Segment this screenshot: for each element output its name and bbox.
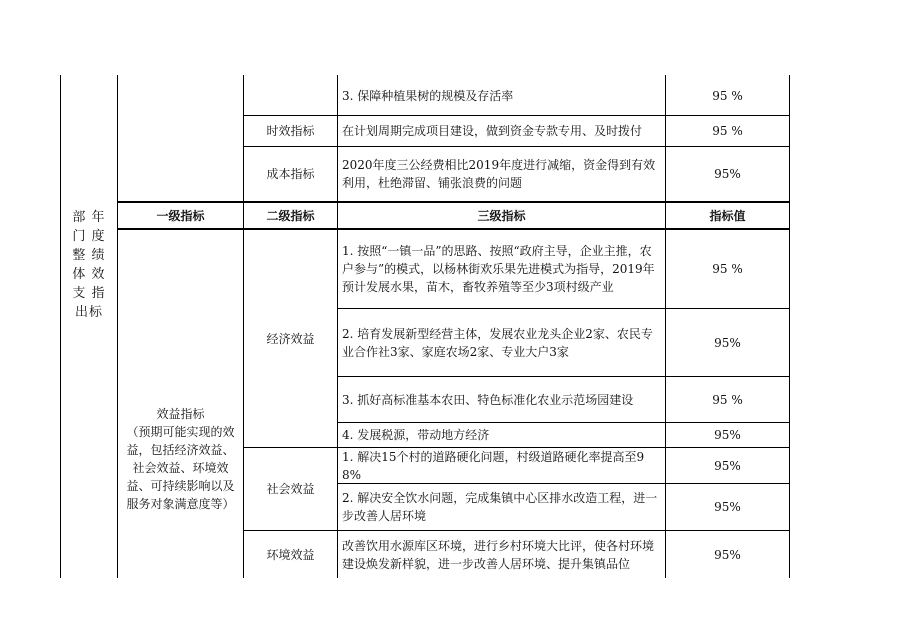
benefit-level1-title: 效益指标 [156,407,205,421]
environment-level2: 环境效益 [266,547,315,562]
grid-line [60,75,61,578]
table-cell-level3: 在计划周期完成项目建设，做到资金专款专用、及时拨付 [342,124,643,138]
grid-line [789,75,790,578]
table-cell-value: 95% [714,500,741,514]
table-cell-level3: 4. 发展税源，带动地方经济 [342,428,490,442]
side-label-line: 支 指 [72,286,106,301]
side-label [61,210,117,320]
table-cell-level3: 3. 保障种植果树的规模及存活率 [342,88,514,103]
table-cell-level3: 3. 抓好高标准基本农田、特色标准化农业示范场园建设 [342,392,634,407]
table-cell-value: 95% [714,428,741,442]
table-cell-value: 95% [714,458,741,473]
economic-level2: 经济效益 [266,331,315,346]
header-level1: 一级指标 [156,208,205,223]
header-value: 指标值 [709,208,746,223]
side-label-line: 体 效 [72,267,106,282]
table-cell-value: 95% [714,547,741,562]
grid-line [117,75,118,578]
side-label-line: 整 绩 [72,248,106,263]
side-label-line: 门 度 [72,229,106,244]
benefit-level1-cell [119,404,242,514]
benefit-level1-desc: （预期可能实现的效益，包括经济效益、社会效益、环境效益、可持续影响以及服务对象满意度等） [126,425,235,511]
side-label-line: 出标 [74,305,103,320]
table-cell-value: 95 % [712,392,743,407]
header-level3: 三级指标 [477,208,526,223]
side-label-line: 部 年 [72,210,106,225]
table-cell-level3: 2. 解决安全饮水问题，完成集镇中心区排水改造工程，进一步改善人居环境 [342,491,658,523]
table-cell-value: 95 % [712,262,743,276]
table-cell-level2: 时效指标 [266,124,315,138]
table-cell-level3: 1. 按照“一镇一品”的思路、按照“政府主导，企业主推，农户参与”的模式，以杨林街欢乐果先进模式为指导，2019年预计发展水果，苗木，畜牧养殖等至少3项村级产业 [342,244,655,294]
table-cell-level3: 2020年度三公经费相比2019年度进行减缩，资金得到有效利用，杜绝滞留、铺张浪费的问题 [342,158,656,190]
header-level2: 二级指标 [266,208,315,223]
social-level2: 社会效益 [266,482,315,496]
table-cell-level3: 2. 培育发展新型经营主体，发展农业龙头企业2家、农民专业合作社3家、家庭农场2家、专业大户3家 [342,326,653,359]
table-cell-value: 95 % [712,88,743,103]
table-cell-value: 95% [714,167,741,181]
table-cell-level2: 成本指标 [266,167,315,181]
table-cell-level3: 改善饮用水源库区环境，进行乡村环境大比评，使各村环境建设焕发新样貌，进一步改善人居环境、提升集镇品位 [342,538,655,571]
table-cell-value: 95 % [712,124,743,138]
table-cell-value: 95% [714,335,741,350]
table-cell-level3: 1. 解决15个村的道路硬化问题，村级道路硬化率提高至98% [342,449,645,482]
